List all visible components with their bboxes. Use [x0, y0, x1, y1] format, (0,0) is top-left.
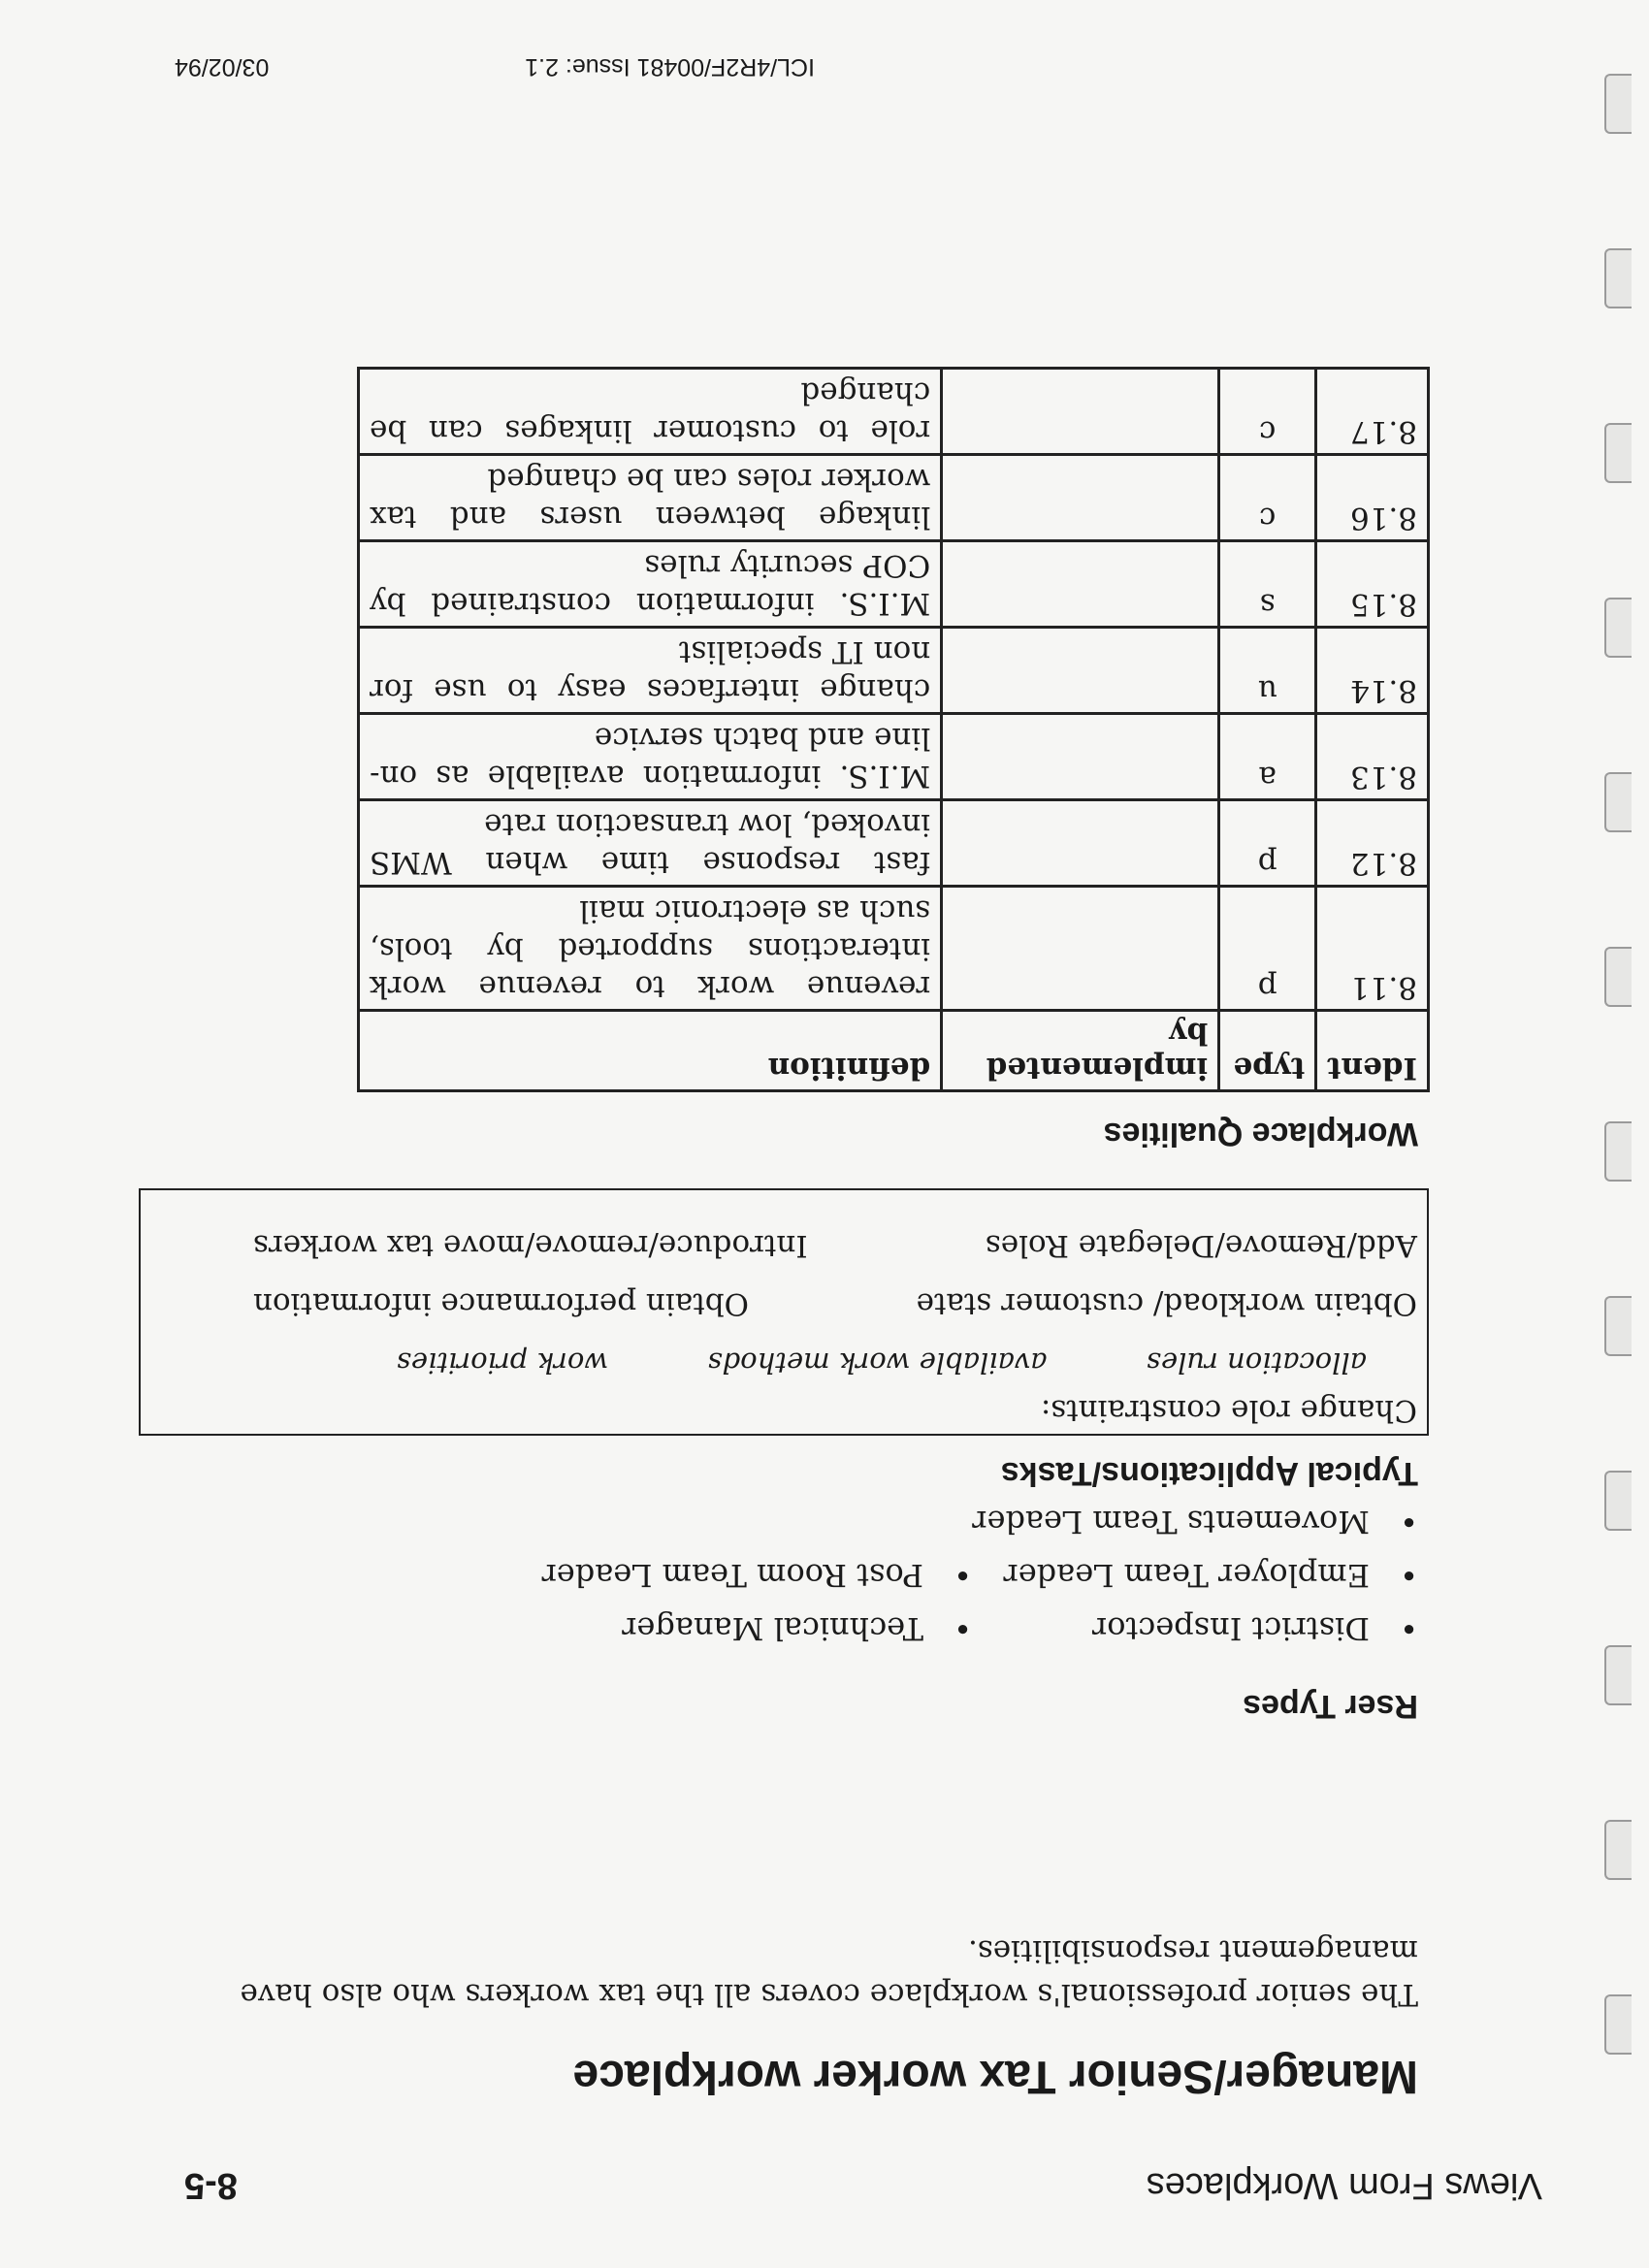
definition-cell: M.I.S. information available as on-line and batch service — [359, 714, 942, 800]
task-item: Obtain performance information — [253, 1286, 750, 1321]
tasks-box — [139, 1188, 1429, 1436]
definition-cell: linkage between users and tax worker roles can be changed — [359, 455, 942, 541]
type-cell: a — [1219, 714, 1316, 800]
bullet-icon: • — [954, 1610, 972, 1647]
constraint-item: available work methods — [707, 1346, 1048, 1379]
page-title: Manager/Senior Tax worker workplace — [572, 2051, 1418, 2102]
binding-hole — [1604, 1994, 1632, 2055]
column-header: definition — [359, 1011, 942, 1091]
implemented-by-cell — [942, 887, 1219, 1011]
list-item: • Employer Team Leader — [972, 1540, 1418, 1594]
table-row — [359, 800, 1429, 887]
type-cell: u — [1219, 628, 1316, 714]
constraint-item: work priorities — [397, 1346, 609, 1379]
definition-cell: fast response time when WMS invoked, low transaction rate — [359, 800, 942, 887]
tasks-line — [253, 1228, 1417, 1263]
type-cell: s — [1219, 541, 1316, 628]
column-header: Ident — [1316, 1011, 1429, 1091]
doc-date: 03/02/94 — [175, 53, 270, 81]
doc-reference: ICL/4R2F/00481 Issue: 2.1 — [525, 53, 815, 81]
definition-cell: revenue work to revenue work interactions supported by tools, such as electronic mail — [359, 887, 942, 1011]
header-title: Views From Workplaces — [1146, 2165, 1542, 2206]
implemented-by-cell — [942, 541, 1219, 628]
binding-hole — [1604, 248, 1632, 308]
implemented-by-cell — [942, 800, 1219, 887]
type-cell: c — [1219, 369, 1316, 455]
binding-hole — [1604, 1121, 1632, 1182]
list-item: • Movements Team Leader — [972, 1487, 1418, 1540]
ident-cell: 8.13 — [1316, 714, 1429, 800]
column-header: type — [1219, 1011, 1316, 1091]
implemented-by-cell — [942, 455, 1219, 541]
type-cell: p — [1219, 887, 1316, 1011]
table-row — [359, 714, 1429, 800]
table-row — [359, 541, 1429, 628]
type-cell: p — [1219, 800, 1316, 887]
binding-hole — [1604, 947, 1632, 1007]
table-row — [359, 369, 1429, 455]
ident-cell: 8.17 — [1316, 369, 1429, 455]
definition-cell: role to customer linkages can be changed — [359, 369, 942, 455]
binding-hole — [1604, 1471, 1632, 1531]
task-item: Add/Remove/Delegate Roles — [985, 1228, 1417, 1263]
constraint-item: allocation rules — [1147, 1346, 1367, 1379]
table-row — [359, 455, 1429, 541]
list-item: • District Inspector — [972, 1594, 1418, 1647]
binding-hole — [1604, 1820, 1632, 1880]
binding-hole — [1604, 423, 1632, 483]
ident-cell: 8.14 — [1316, 628, 1429, 714]
implemented-by-cell — [942, 714, 1219, 800]
list-item: • Technical Manager — [526, 1594, 972, 1647]
user-types-heading: Rser Types — [1243, 1688, 1418, 1725]
type-cell: c — [1219, 455, 1316, 541]
bullet-icon: • — [1400, 1610, 1418, 1647]
binding-hole — [1604, 1645, 1632, 1705]
tasks-heading: Typical Applications/Tasks — [1000, 1455, 1418, 1492]
definition-cell: change interfaces easy to use for non IT specialist — [359, 628, 942, 714]
ident-cell: 8.15 — [1316, 541, 1429, 628]
table-row — [359, 628, 1429, 714]
qualities-heading: Workplace Qualities — [1103, 1116, 1418, 1152]
running-header — [107, 2164, 1542, 2206]
list-item: • Post Room Team Leader — [526, 1540, 972, 1594]
task-item: Obtain workload/ customer state — [916, 1286, 1417, 1321]
page-number: 8-5 — [184, 2165, 238, 2206]
bullet-icon: • — [1400, 1557, 1418, 1594]
qualities-table — [357, 367, 1430, 1092]
definition-cell: M.I.S. information constrained by COP security rules — [359, 541, 942, 628]
ident-cell: 8.12 — [1316, 800, 1429, 887]
bullet-icon: • — [954, 1557, 972, 1594]
implemented-by-cell — [942, 369, 1219, 455]
user-types-list — [351, 1487, 1418, 1647]
ident-cell: 8.16 — [1316, 455, 1429, 541]
task-item: Introduce/remove/move tax workers — [253, 1228, 808, 1263]
running-footer — [175, 52, 815, 81]
implemented-by-cell — [942, 628, 1219, 714]
table-row — [359, 887, 1429, 1011]
ident-cell: 8.11 — [1316, 887, 1429, 1011]
column-header: implemented by — [942, 1011, 1219, 1091]
table-header-row — [359, 1011, 1429, 1091]
binding-hole — [1604, 74, 1632, 134]
binding-hole — [1604, 1296, 1632, 1356]
bullet-icon: • — [1400, 1504, 1418, 1540]
intro-paragraph: The senior professional's workplace covers all the tax workers who also have management responsibilities. — [240, 1933, 1418, 2012]
tasks-line — [253, 1286, 1417, 1321]
binding-hole — [1604, 772, 1632, 832]
constraints-line — [397, 1346, 1367, 1379]
tasks-line: Change role constraints: — [1040, 1393, 1417, 1428]
binding-hole — [1604, 598, 1632, 658]
